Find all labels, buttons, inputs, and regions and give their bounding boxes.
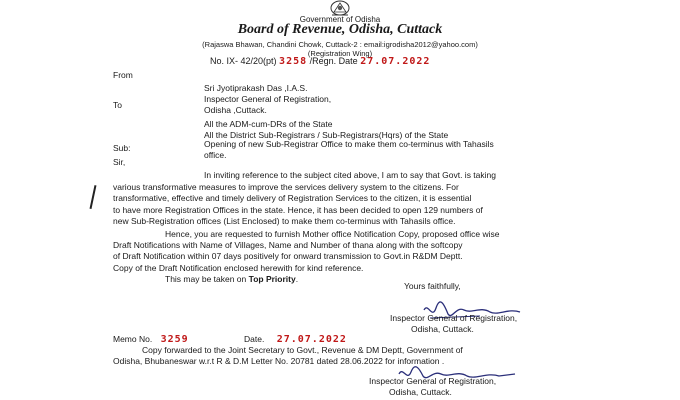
paragraph-1-line-1: In inviting reference to the subject cited above, I am to say that Govt. is taking	[204, 170, 496, 180]
board-address: (Rajaswa Bhawan, Chandini Chowk, Cuttack-2 : email:igrodisha2012@yahoo.com)	[202, 40, 478, 49]
regn-date-handwritten: 27.07.2022	[360, 56, 431, 67]
paragraph-2-line-1: Hence, you are requested to furnish Mother office Notification Copy, proposed office wise	[165, 229, 500, 239]
from-name: Sri Jyotiprakash Das ,I.A.S.	[204, 83, 308, 93]
salutation: Sir,	[113, 157, 126, 167]
memo-label: Memo No.	[113, 334, 153, 344]
letter-number: No. IX- 42/20(pt)	[210, 56, 277, 66]
regn-date-label: /Regn. Date	[309, 56, 358, 66]
subject-label: Sub:	[113, 143, 131, 153]
paragraph-2-line-3: of Draft Notification within 07 days positively for onward transmission to Govt.in R&DM Deptt.	[113, 251, 463, 261]
memo-date-line	[244, 334, 347, 345]
from-label: From	[113, 70, 133, 80]
margin-pen-mark	[90, 185, 96, 209]
memo-hand-number: 3259	[160, 334, 189, 345]
signature-2-place: Odisha, Cuttack.	[389, 387, 452, 397]
subject-line-2: office.	[204, 150, 227, 160]
priority-emphasis: Top Priority	[248, 274, 296, 284]
letter-hand-number: 3258	[279, 56, 308, 67]
subject-line-1: Opening of new Sub-Registrar Office to make them co-terminus with Tahasils	[204, 139, 494, 149]
paragraph-1-line-5: new Sub-Registration offices (List Enclosed) to make them co-terminus with Tahasils office.	[113, 216, 456, 226]
to-label: To	[113, 100, 122, 110]
to-line-1: All the ADM-cum-DRs of the State	[204, 119, 333, 129]
paragraph-1-line-4: to have more Registration Offices in the state. Hence, it has been decided to open 129 numbers of	[113, 205, 483, 215]
memo-line	[113, 334, 189, 345]
signature-2-designation: Inspector General of Registration,	[369, 376, 497, 386]
from-place: Odisha ,Cuttack.	[204, 105, 267, 115]
memo-date-handwritten: 27.07.2022	[276, 334, 347, 345]
closing-yours-faithfully: Yours faithfully,	[404, 281, 461, 291]
government-heading: Government of Odisha	[299, 15, 381, 24]
priority-line	[165, 274, 298, 285]
signature-1-place: Odisha, Cuttack.	[411, 324, 474, 334]
memo-copy-line-1: Copy forwarded to the Joint Secretary to Govt., Revenue & DM Deptt, Government of	[142, 345, 463, 355]
priority-suffix: .	[295, 274, 299, 284]
paragraph-1-line-2: various transformative measures to improve the services delivery system to the citizens. For	[113, 182, 459, 192]
registration-wing: (Registration Wing)	[307, 49, 373, 58]
paragraph-2-line-2: Draft Notifications with Name of Villages, Name and Number of thana along with the softcopy	[113, 240, 463, 250]
paragraph-2-line-4: Copy of the Draft Notification enclosed herewith for kind reference.	[113, 263, 364, 273]
memo-date-label: Date.	[244, 334, 265, 344]
signature-1-designation: Inspector General of Registration,	[390, 313, 518, 323]
board-title: Board of Revenue, Odisha, Cuttack	[237, 22, 443, 37]
letter-reference-line	[210, 56, 430, 67]
from-designation: Inspector General of Registration,	[204, 94, 332, 104]
priority-prefix: This may be taken on	[165, 274, 249, 284]
paragraph-1-line-3: transformative, effective and timely delivery of Registration Services to the citizen, it is essential	[113, 193, 472, 203]
to-line-2: All the District Sub-Registrars / Sub-Registrars(Hqrs) of the State	[204, 130, 449, 140]
memo-copy-line-2: Odisha, Bhubaneswar w.r.t R & D.M Letter No. 20781 dated 28.06.2022 for information .	[113, 356, 445, 366]
